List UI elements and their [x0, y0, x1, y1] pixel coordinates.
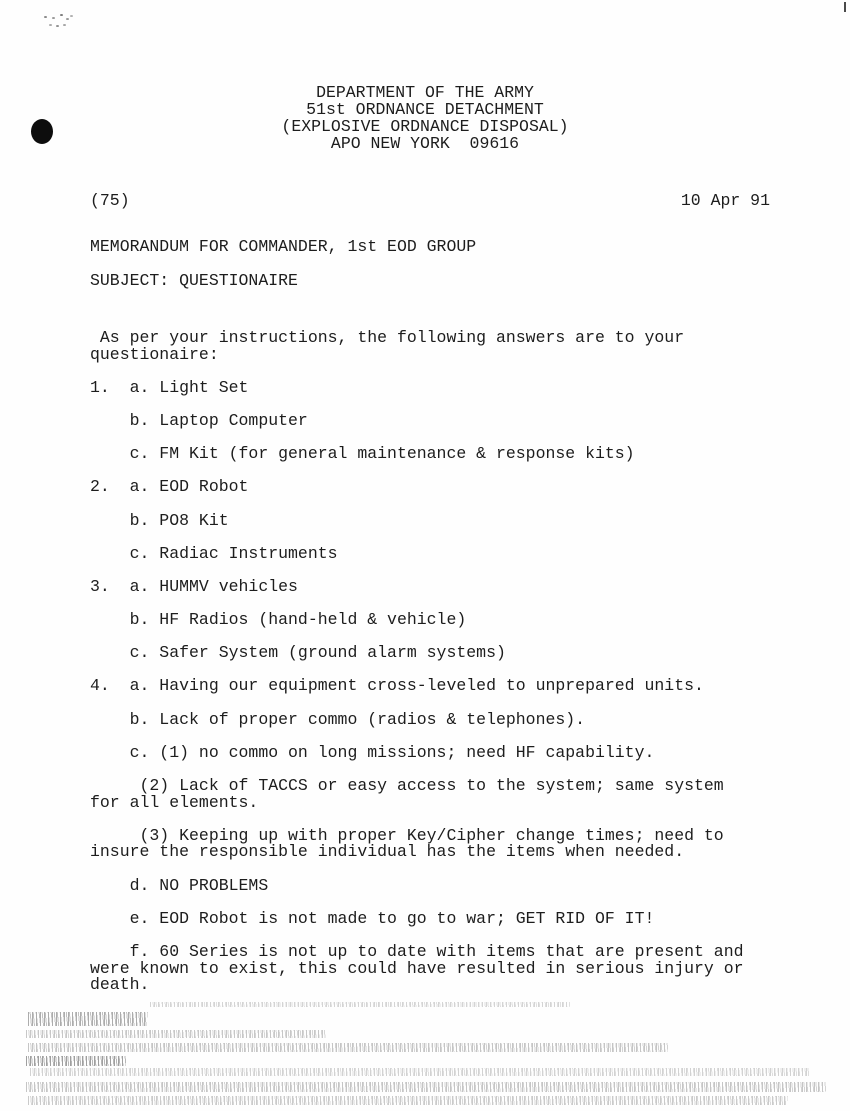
letterhead-line-department: DEPARTMENT OF THE ARMY — [316, 83, 534, 102]
scan-noise-band — [28, 1012, 148, 1026]
body-line: 3. a. HUMMV vehicles — [90, 576, 298, 596]
scan-noise-band — [28, 1096, 788, 1105]
body-line: 1. a. Light Set — [90, 377, 249, 397]
body-line: d. NO PROBLEMS — [90, 875, 269, 895]
reference-row — [90, 191, 770, 210]
office-symbol: (75) — [90, 191, 130, 210]
date: 10 Apr 91 — [680, 191, 770, 210]
letterhead-line-unit: 51st ORDNANCE DETACHMENT — [306, 100, 544, 119]
body-line: c. (1) no commo on long missions; need HF capability. — [90, 742, 655, 762]
scan-mark-top-right — [844, 2, 846, 12]
body-line: for all elements. — [90, 792, 259, 812]
body-line: (3) Keeping up with proper Key/Cipher change times; need to — [90, 825, 724, 845]
body-line: c. FM Kit (for general maintenance & response kits) — [90, 444, 635, 464]
body-line: e. EOD Robot is not made to go to war; GET RID OF IT! — [90, 908, 655, 928]
scan-noise-band — [26, 1030, 326, 1038]
letterhead-line-eod: (EXPLOSIVE ORDNANCE DISPOSAL) — [281, 117, 569, 136]
scan-noise-band — [30, 1068, 810, 1076]
scan-noise-band — [28, 1043, 668, 1052]
scan-smudge-top-left — [44, 16, 47, 18]
letterhead-line-apo: APO NEW YORK 09616 — [330, 134, 520, 153]
body-line: b. Laptop Computer — [90, 410, 308, 430]
body-line: b. HF Radios (hand-held & vehicle) — [90, 610, 467, 630]
body-line: were known to exist, this could have resulted in serious injury or — [90, 958, 744, 978]
scan-noise-band — [26, 1082, 826, 1092]
body-line: f. 60 Series is not up to date with items that are present and — [90, 941, 744, 961]
subject-line: SUBJECT: QUESTIONAIRE — [90, 271, 298, 290]
scan-noise-band — [26, 1056, 126, 1066]
body-line: 4. a. Having our equipment cross-leveled to unprepared units. — [90, 676, 704, 696]
body-line: insure the responsible individual has the items when needed. — [90, 842, 685, 862]
memorandum-line: MEMORANDUM FOR COMMANDER, 1st EOD GROUP — [90, 237, 477, 256]
body-line: b. PO8 Kit — [90, 510, 229, 530]
body-line: c. Radiac Instruments — [90, 543, 338, 563]
body-line: questionaire: — [90, 344, 219, 364]
body-line: c. Safer System (ground alarm systems) — [90, 643, 506, 663]
body-line: b. Lack of proper commo (radios & telephones). — [90, 709, 586, 729]
body-line: As per your instructions, the following answers are to your — [90, 328, 685, 347]
body-line: (2) Lack of TACCS or easy access to the system; same system — [90, 776, 724, 796]
body-line: 2. a. EOD Robot — [90, 477, 249, 497]
body-line: death. — [90, 975, 150, 995]
memo-body — [90, 330, 810, 994]
letterhead — [0, 84, 850, 152]
scan-noise-band — [150, 1002, 570, 1007]
